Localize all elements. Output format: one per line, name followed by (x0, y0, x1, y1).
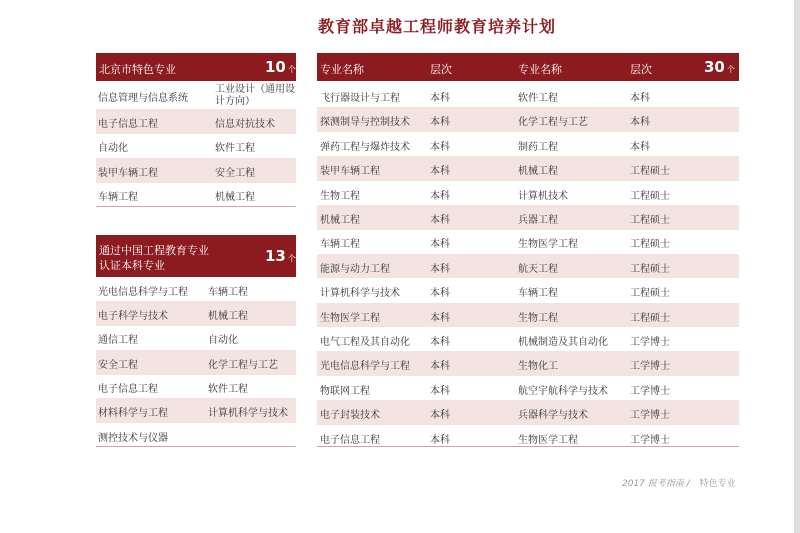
table-cell: 生物工程 (518, 312, 558, 324)
table-cell: 车辆工程 (320, 239, 360, 251)
table-cell: 飞行器设计与工程 (320, 93, 400, 104)
column-header-major-2: 专业名称 (518, 63, 562, 76)
table-cell: 生物医学工程 (518, 434, 578, 446)
table-cell: 本科 (430, 263, 450, 275)
table-cell: 车辆工程 (98, 192, 138, 203)
table-cell: 兵器工程 (518, 215, 558, 226)
table-cell: 工程硕士 (630, 312, 670, 324)
table-cell: 信息对抗技术 (215, 119, 275, 130)
table-row (96, 109, 296, 134)
table-cell: 生物化工 (518, 361, 558, 373)
table-row (317, 132, 739, 157)
table-row (96, 374, 296, 399)
table-cell: 工程硕士 (630, 288, 670, 300)
table-row (96, 133, 296, 158)
divider (96, 446, 296, 447)
table-row (317, 229, 739, 254)
table-cell: 装甲车辆工程 (320, 166, 380, 178)
certified-header (96, 235, 296, 277)
table-cell: 能源与动力工程 (320, 263, 390, 275)
table-cell: 工业设计（通用设计方向） (215, 84, 295, 107)
table-cell: 本科 (430, 117, 450, 129)
table-cell: 生物医学工程 (518, 239, 578, 251)
table-cell: 本科 (430, 312, 450, 324)
column-header-level-2: 层次 (630, 63, 652, 76)
table-row (317, 278, 739, 303)
divider (317, 446, 739, 447)
table-cell: 机械工程 (208, 311, 248, 322)
table-row (317, 107, 739, 132)
table-cell: 本科 (430, 410, 450, 422)
table-row (317, 156, 739, 181)
table-cell: 工程硕士 (630, 215, 670, 226)
table-cell: 本科 (430, 385, 450, 397)
table-cell: 计算机科学与技术 (208, 408, 288, 419)
table-cell: 工程硕士 (630, 166, 670, 178)
table-cell: 机械工程 (320, 215, 360, 226)
page-title: 教育部卓越工程师教育培养计划 (318, 17, 557, 36)
table-cell: 本科 (630, 117, 650, 129)
page-edge (794, 0, 800, 533)
table-cell: 探测制导与控制技术 (320, 117, 410, 129)
table-cell: 软件工程 (518, 93, 558, 104)
table-cell: 生物工程 (320, 190, 360, 202)
table-cell: 光电信息科学与工程 (98, 287, 188, 298)
certified-title-line2: 认证本科专业 (99, 259, 165, 272)
table-cell: 电子科学与技术 (98, 311, 168, 322)
table-cell: 自动化 (208, 335, 238, 346)
table-cell: 本科 (630, 93, 650, 104)
table-cell: 本科 (430, 93, 450, 104)
table-cell: 工学博士 (630, 410, 670, 422)
beijing-title: 北京市特色专业 (99, 63, 176, 76)
table-row (317, 303, 739, 328)
certified-title-line1: 通过中国工程教育专业 (99, 244, 209, 257)
excellence-header (317, 53, 739, 81)
table-row (96, 423, 296, 448)
table-cell: 工程硕士 (630, 239, 670, 251)
footer-guide: 2017 报考指南 / (622, 479, 690, 489)
footer-section: 特色专业 (699, 479, 736, 489)
table-cell: 本科 (630, 141, 650, 153)
table-row (317, 327, 739, 352)
table-cell: 软件工程 (215, 143, 255, 154)
table-cell: 车辆工程 (208, 287, 248, 298)
table-row (96, 398, 296, 423)
divider (96, 206, 296, 207)
table-row (96, 158, 296, 183)
table-cell: 本科 (430, 215, 450, 226)
table-row (317, 351, 739, 376)
table-cell: 本科 (430, 337, 450, 348)
table-row (96, 277, 296, 302)
table-cell: 兵器科学与技术 (518, 410, 588, 422)
table-cell: 化学工程与工艺 (208, 360, 278, 371)
table-cell: 电子信息工程 (320, 434, 380, 446)
table-row (96, 182, 296, 207)
table-cell: 工程硕士 (630, 263, 670, 275)
table-cell: 电子封装技术 (320, 410, 380, 422)
table-cell: 测控技术与仪器 (98, 433, 168, 444)
table-cell: 车辆工程 (518, 288, 558, 300)
certified-count: 13 个 (265, 247, 296, 265)
table-cell: 机械制造及其自动化 (518, 337, 608, 348)
table-cell: 制药工程 (518, 141, 558, 153)
table-cell: 通信工程 (98, 335, 138, 346)
table-cell: 电子信息工程 (98, 119, 158, 130)
table-cell: 安全工程 (98, 360, 138, 371)
table-cell: 工学博士 (630, 337, 670, 348)
table-cell: 化学工程与工艺 (518, 117, 588, 129)
table-row (317, 376, 739, 401)
table-cell: 本科 (430, 239, 450, 251)
beijing-count: 10 个 (265, 58, 296, 76)
table-row (317, 400, 739, 425)
table-cell: 弹药工程与爆炸技术 (320, 141, 410, 153)
excellence-count: 30 个 (704, 58, 735, 76)
table-cell: 软件工程 (208, 384, 248, 395)
table-cell: 工学博士 (630, 385, 670, 397)
table-cell: 自动化 (98, 143, 128, 154)
table-row (96, 83, 296, 108)
table-cell: 航天工程 (518, 263, 558, 275)
table-cell: 计算机科学与技术 (320, 288, 400, 300)
table-cell: 航空宇航科学与技术 (518, 385, 608, 397)
table-cell: 机械工程 (215, 192, 255, 203)
table-row (317, 205, 739, 230)
table-row (317, 83, 739, 108)
column-header-major: 专业名称 (320, 63, 364, 76)
table-cell: 信息管理与信息系统 (98, 93, 188, 104)
footer (622, 476, 736, 489)
table-cell: 本科 (430, 361, 450, 373)
table-cell: 本科 (430, 141, 450, 153)
table-cell: 电子信息工程 (98, 384, 158, 395)
table-cell: 计算机技术 (518, 190, 568, 202)
table-row (317, 181, 739, 206)
table-cell: 电气工程及其自动化 (320, 337, 410, 348)
beijing-header (96, 53, 296, 81)
column-header-level: 层次 (430, 63, 452, 76)
table-cell: 工学博士 (630, 361, 670, 373)
table-row (317, 254, 739, 279)
table-row (96, 325, 296, 350)
table-cell: 工程硕士 (630, 190, 670, 202)
table-cell: 安全工程 (215, 168, 255, 179)
table-cell: 材料科学与工程 (98, 408, 168, 419)
table-cell: 光电信息科学与工程 (320, 361, 410, 373)
table-cell: 物联网工程 (320, 385, 370, 397)
table-cell: 本科 (430, 190, 450, 202)
table-cell: 装甲车辆工程 (98, 168, 158, 179)
table-cell: 本科 (430, 166, 450, 178)
table-row (96, 350, 296, 375)
table-cell: 机械工程 (518, 166, 558, 178)
table-cell: 本科 (430, 434, 450, 446)
table-cell: 工学博士 (630, 434, 670, 446)
table-row (96, 301, 296, 326)
table-cell: 本科 (430, 288, 450, 300)
table-cell: 生物医学工程 (320, 312, 380, 324)
